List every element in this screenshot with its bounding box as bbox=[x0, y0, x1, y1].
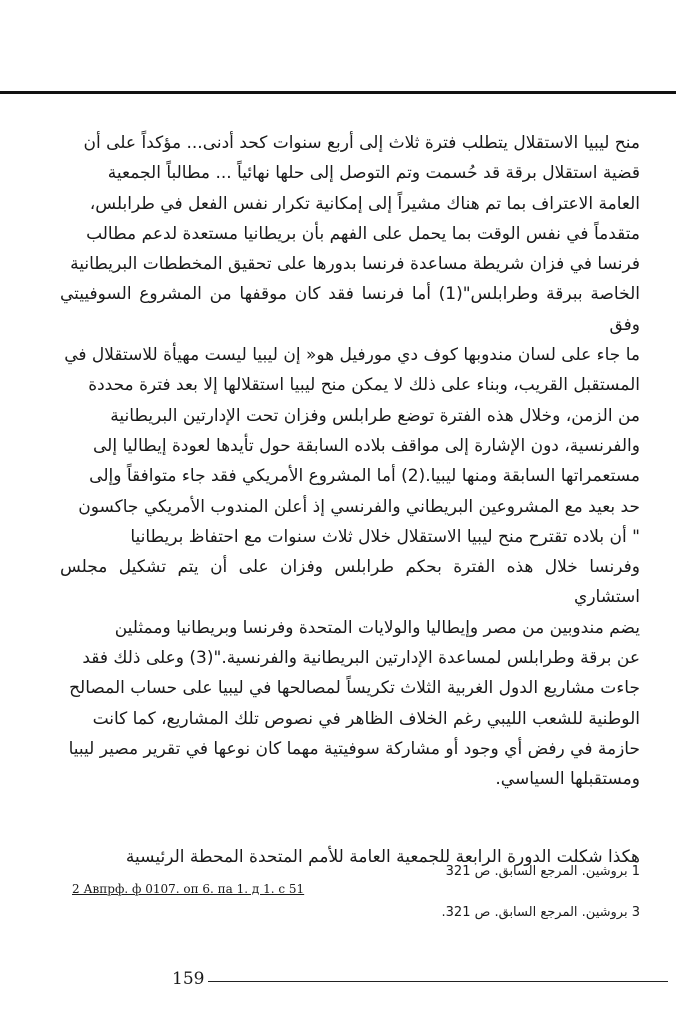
line-15: يضم مندوبين من مصر وإيطاليا والولايات المتحدة وفرنسا وبريطانيا وممثلين bbox=[114, 617, 640, 638]
footnote-archive-reference: 2 Авпрф. ф 0107. оп 6. па 1. д 1. с 51 bbox=[72, 882, 305, 896]
line-18: الوطنية للشعب الليبي رغم الخلاف الظاهر في نصوص تلك المشاريع، كما كانت bbox=[92, 708, 640, 729]
line-2: قضية استقلال برقة قد حُسمت وتم التوصل إلى حلها نهائياً ... مطالباً الجمعية bbox=[107, 163, 640, 184]
line-19: حازمة في رفض أي وجود أو مشاركة سوفيتية مهما كان نوعها في تقرير مصير ليبيا bbox=[68, 738, 640, 759]
page-number: 159 bbox=[172, 969, 205, 989]
line-10: والفرنسية، دون الإشارة إلى مواقف بلاده السابقة حول تأيدها لعودة إيطاليا إلى bbox=[93, 435, 640, 456]
line-12: حد بعيد مع المشروعين البريطاني والفرنسي إذ أعلن المندوب الأمريكي جاكسون bbox=[78, 496, 640, 517]
top-rule bbox=[0, 91, 676, 94]
main-paragraph bbox=[60, 128, 640, 795]
line-9: من الزمن، وخلال هذه الفترة توضع طرابلس وفزان تحت الإدارتين البريطانية bbox=[110, 405, 640, 426]
line-7: ما جاء على لسان مندوبها كوف دي مورفيل هو« إن ليبيا ليست مهيأة للاستقلال في bbox=[64, 345, 640, 366]
line-16: عن برقة وطرابلس لمساعدة الإدارتين البريطانية والفرنسية."(3) وعلى ذلك فقد bbox=[82, 648, 640, 669]
footnote-1: 1 بروشين. المرجع السابق. ص 321 bbox=[445, 864, 640, 879]
line-14: وفرنسا خلال هذه الفترة بحكم طرابلس وفزان على أن يتم تشكيل مجلس استشاري bbox=[60, 557, 640, 608]
line-20: ومستقبلها السياسي. bbox=[495, 769, 640, 790]
footnote-3: 3 بروشين. المرجع السابق. ص 321. bbox=[441, 905, 640, 920]
line-4: متقدماً في نفس الوقت بما يحمل على الفهم بأن بريطانيا مستعدة لدعم مطالب bbox=[86, 223, 640, 244]
line-1: منح ليبيا الاستقلال يتطلب فترة ثلاث إلى أربع سنوات كحد أدنى... مؤكداً على أن bbox=[83, 133, 640, 153]
line-5: فرنسا في فزان شريطة مساعدة فرنسا بدورها على تحقيق المخططات البريطانية bbox=[70, 254, 640, 275]
line-3: العامة الاعتراف بما تم هناك مشيراً إلى إمكانية تكرار نفس الفعل في طرابلس، bbox=[89, 193, 640, 214]
line-13: " أن بلاده تقترح منح ليبيا الاستقلال خلال ثلاث سنوات مع احتفاظ بريطانيا bbox=[130, 526, 640, 547]
line-8: المستقبل القريب، وبناء على ذلك لا يمكن منح ليبيا استقلالها إلا بعد فترة محددة bbox=[88, 375, 640, 396]
next-paragraph: هكذا شكلت الدورة الرابعة للجمعية العامة للأمم المتحدة المحطة الرئيسية bbox=[125, 847, 640, 867]
line-11: مستعمراتها السابقة ومنها ليبيا.(2) أما المشروع الأمريكي فقد جاء متوافقاً وإلى bbox=[89, 466, 640, 487]
bottom-rule bbox=[208, 981, 668, 982]
line-17: جاءت مشاريع الدول الغربية الثلاث تكريساً لمصالحها في ليبيا على حساب المصالح bbox=[69, 678, 640, 699]
line-6: الخاصة ببرقة وطرابلس"(1) أما فرنسا فقد كان موقفها من المشروع السوفييتي وفق bbox=[60, 284, 640, 335]
